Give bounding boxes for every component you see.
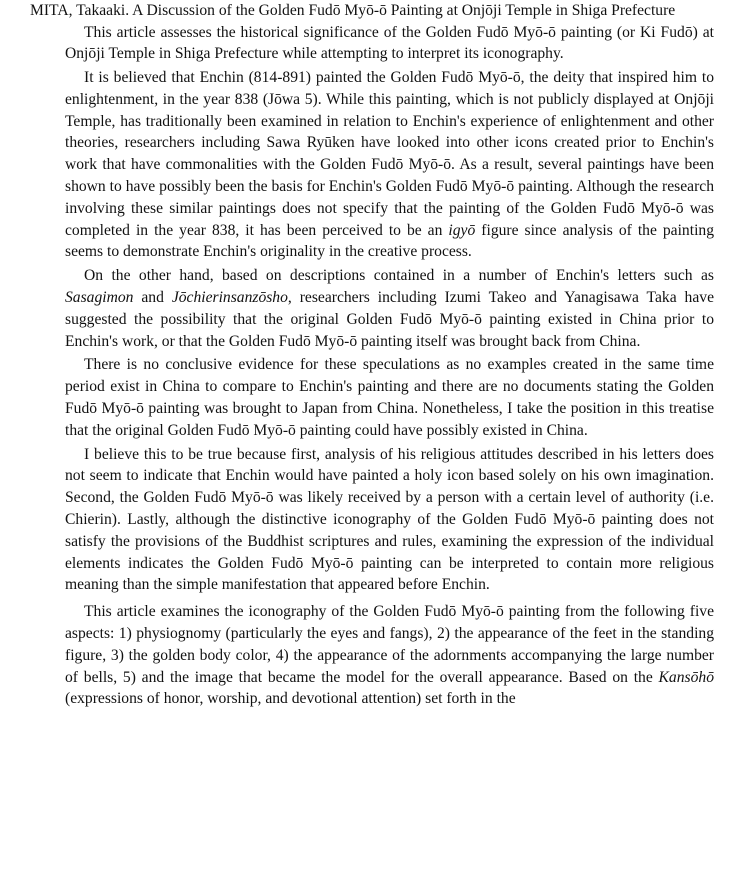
paragraph-iconography [65, 601, 714, 710]
paragraph-evidence [65, 354, 714, 441]
text-span: It is believed that Enchin (814-891) painted the Golden Fudō Myō-ō, the deity that inspired him to enlightenment, in the year 838 (Jōwa 5). While this painting, which is not publicly displayed at Onjōji Temple, has traditionally been examined in relation to Enchin's experience of enlightenment and other theories, researchers including Sawa Ryūken have looked into other icons created prior to Enchin's work that have commonalities with the Golden Fudō Myō-ō. As a result, several paintings have been shown to have possibly been the basis for Enchin's Golden Fudō Myō-ō painting. Although the research involving these similar paintings does not specify that the painting of the Golden Fudō Myō-ō was completed in the year 838, it has been perceived to be an [65, 69, 714, 239]
text-span: This article assesses the historical significance of the Golden Fudō Myō-ō painting (or Ki Fudō) at Onjōji Temple in Shiga Prefecture while attempting to interpret its iconography. [65, 23, 714, 63]
italic-term: Kansōhō [658, 668, 714, 686]
italic-term: Sasagimon [65, 289, 134, 307]
text-span: (expressions of honor, worship, and devotional attention) set forth in the [65, 690, 516, 708]
text-span: On the other hand, based on descriptions contained in a number of Enchin's letters such as [84, 267, 714, 285]
text-span: and [133, 289, 172, 307]
article-title: MITA, Takaaki. A Discussion of the Golden Fudō Myō-ō Painting at Onjōji Temple in Shiga Prefecture [30, 2, 676, 19]
text-span: This article examines the iconography of the Golden Fudō Myō-ō painting from the following five aspects: 1) physiognomy (particularly the eyes and fangs), 2) the appearance of the feet in the standing figure, 3) the golden body color, 4) the appearance of the adornments accompanying the large number of bells, 5) and the image that became the model for the overall appearance. Based on the [65, 603, 714, 686]
text-span: figure since analysis of the painting seems to demonstrate Enchin's originality in the creative process. [65, 221, 714, 261]
document-page [30, 0, 714, 710]
paragraph-enchin-painting [65, 67, 714, 263]
text-span: , researchers including Izumi Takeo and Yanagisawa Taka have suggested the possibility that the original Golden Fudō Myō-ō painting existed in China prior to Enchin's work, or that the Golden Fudō Myō-ō painting itself was brought back from China. [65, 289, 714, 350]
paragraph-belief [65, 444, 714, 597]
italic-term: igyō [448, 221, 476, 239]
text-span: I believe this to be true because first, analysis of his religious attitudes described in his letters does not seem to indicate that Enchin would have painted a holy icon based solely on his own imagination. Second, the Golden Fudō Myō-ō was likely received by a person with a certain level of authority (i.e. Chierin). Lastly, although the distinctive iconography of the Golden Fudō Myō-ō painting does not satisfy the provisions of the Buddhist scriptures and rules, examining the expression of the individual elements indicates the Golden Fudō Myō-ō painting can be interpreted to contain more religious meaning than the simple manifestation that appeared before Enchin. [65, 445, 714, 594]
paragraph-intro [65, 22, 714, 66]
text-span: There is no conclusive evidence for these speculations as no examples created in the same time period exist in China to compare to Enchin's painting and there are no documents stating the Golden Fudō Myō-ō painting was brought to Japan from China. Nonetheless, I take the position in this treatise that the original Golden Fudō Myō-ō painting could have possibly existed in China. [65, 356, 714, 439]
italic-term: Jōchierinsanzōsho [171, 289, 288, 307]
paragraph-letters [65, 265, 714, 352]
